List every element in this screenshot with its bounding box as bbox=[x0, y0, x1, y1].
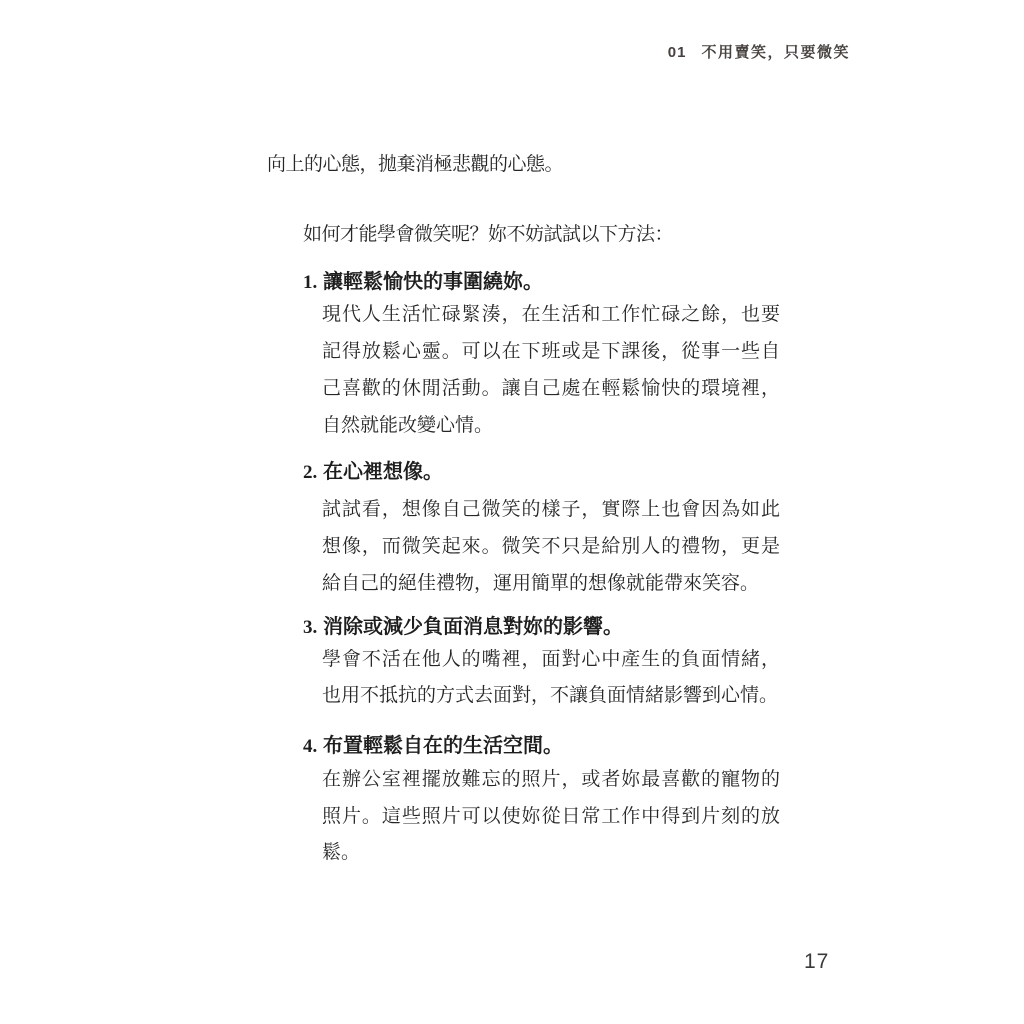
body-text-line: 記得放鬆心靈。可以在下班或是下課後，從事一些自 bbox=[322, 341, 780, 362]
body-text-line: 試試看，想像自己微笑的樣子，實際上也會因為如此 bbox=[322, 499, 780, 520]
body-text-line: 也用不抵抗的方式去面對，不讓負面情緒影響到心情。 bbox=[322, 685, 779, 706]
list-item-number: 4. bbox=[303, 736, 318, 757]
chapter-number: 01 bbox=[667, 44, 687, 61]
page-number: 17 bbox=[804, 950, 830, 973]
list-item-heading: 在心裡想像。 bbox=[323, 461, 443, 483]
list-item-heading: 消除或減少負面消息對妳的影響。 bbox=[323, 616, 623, 638]
list-item-number: 2. bbox=[303, 462, 318, 483]
body-text-line: 自然就能改變心情。 bbox=[322, 415, 494, 436]
chapter-title: 不用賣笑，只要微笑 bbox=[701, 44, 850, 61]
body-text-line: 照片。這些照片可以使妳從日常工作中得到片刻的放 bbox=[322, 806, 780, 827]
body-text-line: 學會不活在他人的嘴裡，面對心中產生的負面情緒， bbox=[322, 649, 780, 670]
list-item-heading: 讓輕鬆愉快的事圍繞妳。 bbox=[323, 271, 543, 293]
list-item-number: 1. bbox=[303, 272, 318, 293]
body-text-line: 現代人生活忙碌緊湊，在生活和工作忙碌之餘，也要 bbox=[322, 304, 780, 325]
opening-paragraph: 向上的心態，拋棄消極悲觀的心態。 bbox=[267, 154, 564, 175]
body-text-line: 給自己的絕佳禮物，運用簡單的想像就能帶來笑容。 bbox=[322, 573, 760, 594]
running-header bbox=[0, 44, 850, 62]
intro-paragraph: 如何才能學會微笑呢？妳不妨試試以下方法： bbox=[303, 224, 674, 245]
body-text-line: 在辦公室裡擺放難忘的照片，或者妳最喜歡的寵物的 bbox=[322, 769, 780, 790]
list-item-number: 3. bbox=[303, 617, 318, 638]
list-item-heading: 布置輕鬆自在的生活空間。 bbox=[323, 735, 563, 757]
body-text-line: 己喜歡的休閒活動。讓自己處在輕鬆愉快的環境裡， bbox=[322, 378, 780, 399]
body-text-line: 鬆。 bbox=[322, 842, 361, 863]
body-text-line: 想像，而微笑起來。微笑不只是給別人的禮物，更是 bbox=[322, 536, 780, 557]
